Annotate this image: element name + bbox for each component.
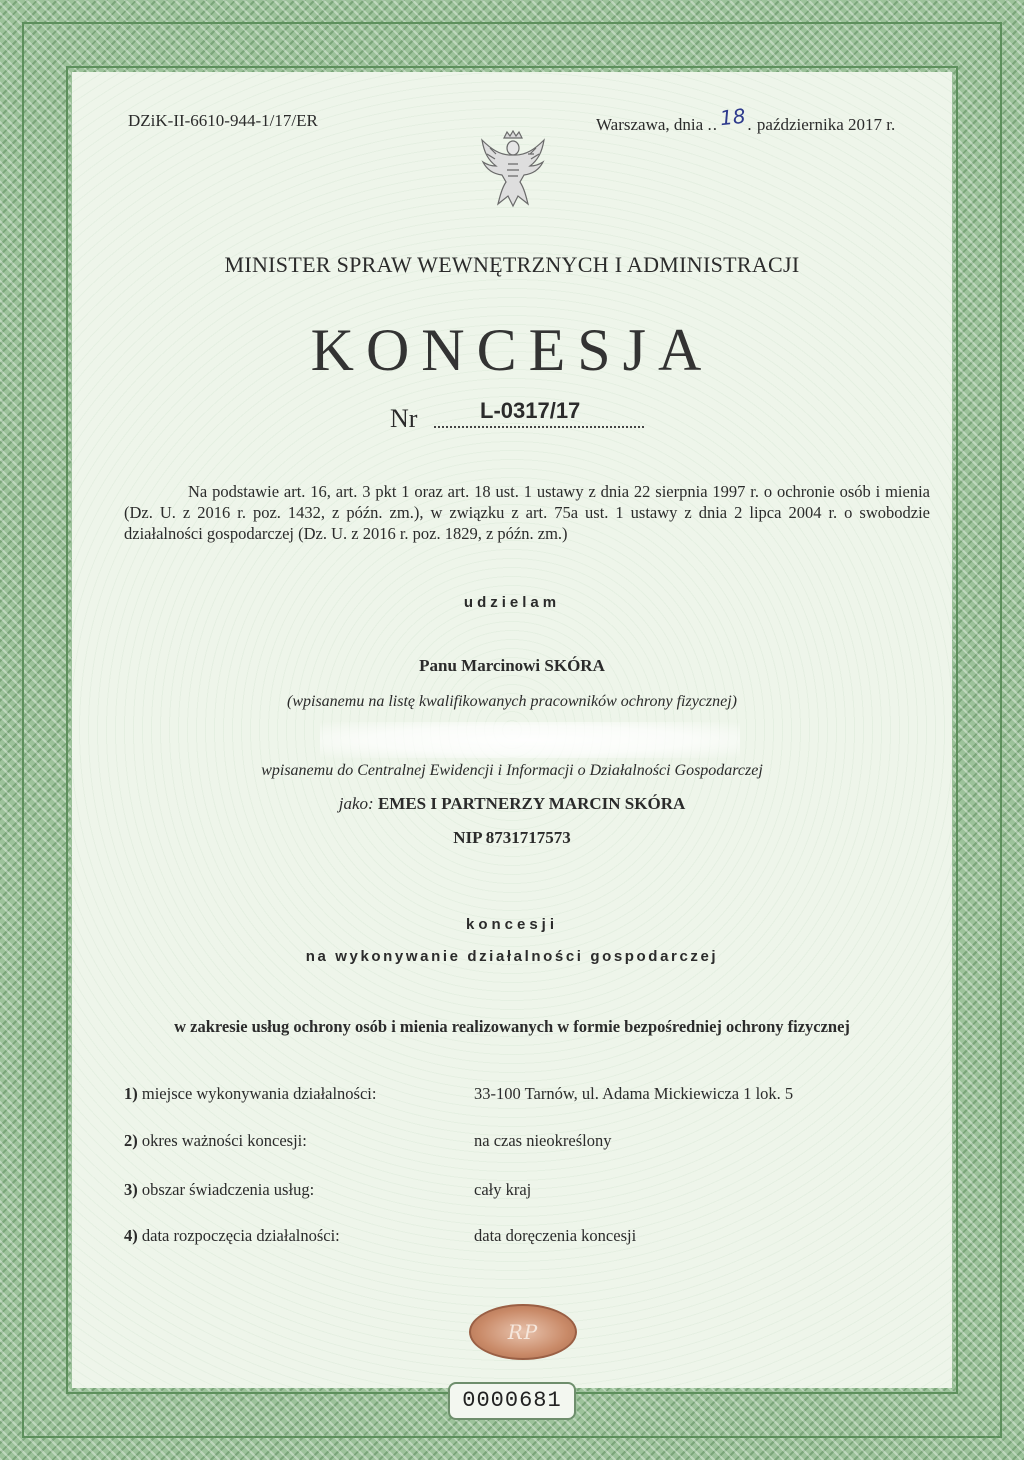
date-dots-after: . xyxy=(747,115,753,134)
reference-number: DZiK-II-6610-944-1/17/ER xyxy=(128,111,318,130)
item-label xyxy=(124,1180,314,1200)
item-number: 1) xyxy=(124,1084,138,1103)
date-prefix: Warszawa, dnia xyxy=(596,115,704,134)
recipient-name: Panu Marcinowi SKÓRA xyxy=(419,656,605,675)
polish-eagle-emblem-icon xyxy=(478,130,548,212)
recipient-qualification-note: (wpisanemu na listę kwalifikowanych pracowników ochrony fizycznej) xyxy=(287,693,737,710)
registry-note: wpisanemu do Centralnej Ewidencji i Informacji o Działalności Gospodarczej xyxy=(261,762,763,779)
item-label-text: okres ważności koncesji: xyxy=(141,1131,307,1150)
item-label-text: obszar świadczenia usług: xyxy=(141,1180,315,1199)
concession-heading: koncesji xyxy=(465,916,559,933)
scope-of-services: w zakresie usług ochrony osób i mienia realizowanych w formie bezpośredniej ochrony fizycznej xyxy=(174,1017,850,1036)
item-value: cały kraj xyxy=(474,1180,532,1199)
rp-hologram-seal-icon xyxy=(469,1304,577,1360)
license-number-value: L-0317/17 xyxy=(480,398,581,423)
handwritten-day: 18 xyxy=(718,103,747,131)
item-value: na czas nieokreślony xyxy=(474,1131,612,1150)
list-item xyxy=(124,1180,904,1204)
list-item xyxy=(124,1226,904,1250)
jako-label: jako: xyxy=(338,794,374,813)
item-label xyxy=(124,1084,376,1104)
legal-basis-paragraph: Na podstawie art. 16, art. 3 pkt 1 oraz art. 18 ust. 1 ustawy z dnia 22 sierpnia 1997 r. o ochronie osób i mienia (Dz. U. z 2016 r. poz. 1432, z późn. zm.), w związku z art. 75a ust. 1 ustawy z dnia 2 lipca 2004 r. o swobodzie działalności gospodarczej (Dz. U. z 2016 r. poz. 1829, z późn. zm.) xyxy=(124,482,930,543)
concession-subject: na wykonywanie działalności gospodarczej xyxy=(305,948,719,965)
issue-date xyxy=(596,103,896,135)
item-number: 2) xyxy=(124,1131,138,1150)
issuing-authority: MINISTER SPRAW WEWNĘTRZNYCH I ADMINISTRACJI xyxy=(224,252,800,277)
item-value: data doręczenia koncesji xyxy=(474,1226,637,1245)
license-number-label: Nr xyxy=(390,404,418,433)
item-label-text: data rozpoczęcia działalności: xyxy=(141,1226,340,1245)
license-number xyxy=(390,398,670,438)
date-dots-before: .. xyxy=(707,115,718,134)
item-number: 3) xyxy=(124,1180,138,1199)
document-title: KONCESJA xyxy=(310,317,714,383)
list-item xyxy=(124,1131,904,1155)
item-value: 33-100 Tarnów, ul. Adama Mickiewicza 1 lok. 5 xyxy=(474,1084,794,1103)
company-name: EMES I PARTNERZY MARCIN SKÓRA xyxy=(377,794,686,813)
item-number: 4) xyxy=(124,1226,138,1245)
seal-text: RP xyxy=(507,1320,539,1344)
company-line xyxy=(0,794,1024,814)
item-label xyxy=(124,1131,307,1151)
dotted-line xyxy=(434,426,644,428)
list-item xyxy=(124,1084,904,1108)
grant-heading: udzielam xyxy=(463,594,561,611)
tax-id: NIP 8731717573 xyxy=(453,828,571,847)
date-suffix: października 2017 r. xyxy=(756,115,896,134)
item-label xyxy=(124,1226,340,1246)
redacted-area xyxy=(320,722,740,758)
item-label-text: miejsce wykonywania działalności: xyxy=(141,1084,377,1103)
serial-number: 0000681 xyxy=(448,1382,576,1420)
